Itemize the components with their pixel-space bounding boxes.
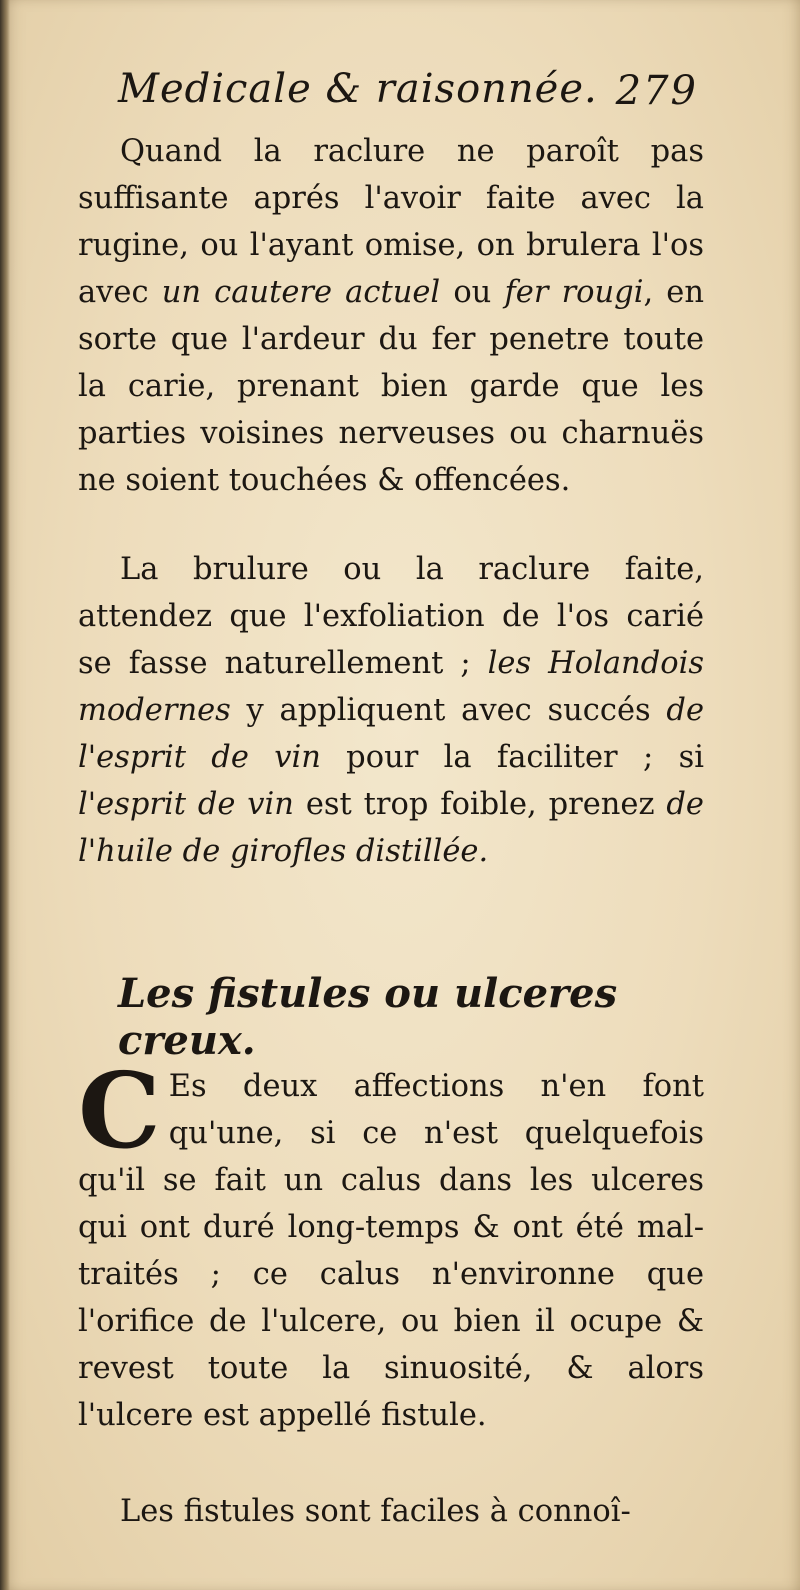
paragraph-2-text-g: est trop foible, prenez <box>293 787 667 822</box>
paragraph-2-italic-esprit-2: l'esprit de vin <box>78 787 294 822</box>
paragraph-2-italic-holandois: les Holandois modernes <box>78 646 704 728</box>
paragraph-2-text-e: pour la faciliter ; si <box>320 740 704 775</box>
paragraph-1-text-a: Quand la raclure ne paroît pas suffisante aprés l'avoir faite avec la rugine, ou l'ayant omise, on brulera l'os avec <box>78 134 704 310</box>
paragraph-3-text: Es deux affections n'en font qu'une, si ce n'est quelquefois qu'il se fait un calus dans les ulceres qui ont duré long-temps & ont été mal-traités ; ce calus n'environne que l'orifice de l'ulcere, ou bien il ocupe & revest toute la sinuosité, & alors l'ulcere est appellé fistule. <box>78 1069 704 1433</box>
paragraph-1 <box>78 128 704 504</box>
paragraph-4 <box>78 1488 704 1535</box>
page-number: 279 <box>615 68 698 114</box>
paragraph-2-italic-esprit: de l'esprit de vin <box>78 693 704 775</box>
paragraph-2 <box>78 546 704 875</box>
paragraph-1-text-c: ou <box>440 275 505 310</box>
paragraph-2-text-a: La brulure ou la raclure faite, attendez que l'exfoliation de l'os carié se fasse naturellement ; <box>78 552 704 681</box>
paragraph-1-italic-cautere: un cautere actuel <box>161 275 441 310</box>
drop-cap: C <box>78 1049 161 1172</box>
paragraph-3 <box>78 1049 704 1439</box>
paragraph-2-italic-huile: de l'huile de girofles distillée. <box>78 787 704 869</box>
paragraph-1-italic-fer: fer rougi <box>504 275 644 310</box>
running-title: Medicale & raisonnée. <box>118 66 598 112</box>
paragraph-2-text-c: y appliquent avec succés <box>230 693 667 728</box>
paragraph-4-text: Les fistules sont faciles à connoî- <box>120 1494 631 1529</box>
section-heading: Les fistules ou ulceres creux. <box>118 970 618 1064</box>
paragraph-1-text-e: , en sorte que l'ardeur du fer penetre toute la carie, prenant bien garde que les parties voisines nerveuses ou charnuës ne soient touchées & offencées. <box>78 275 705 498</box>
page-header <box>118 66 698 126</box>
